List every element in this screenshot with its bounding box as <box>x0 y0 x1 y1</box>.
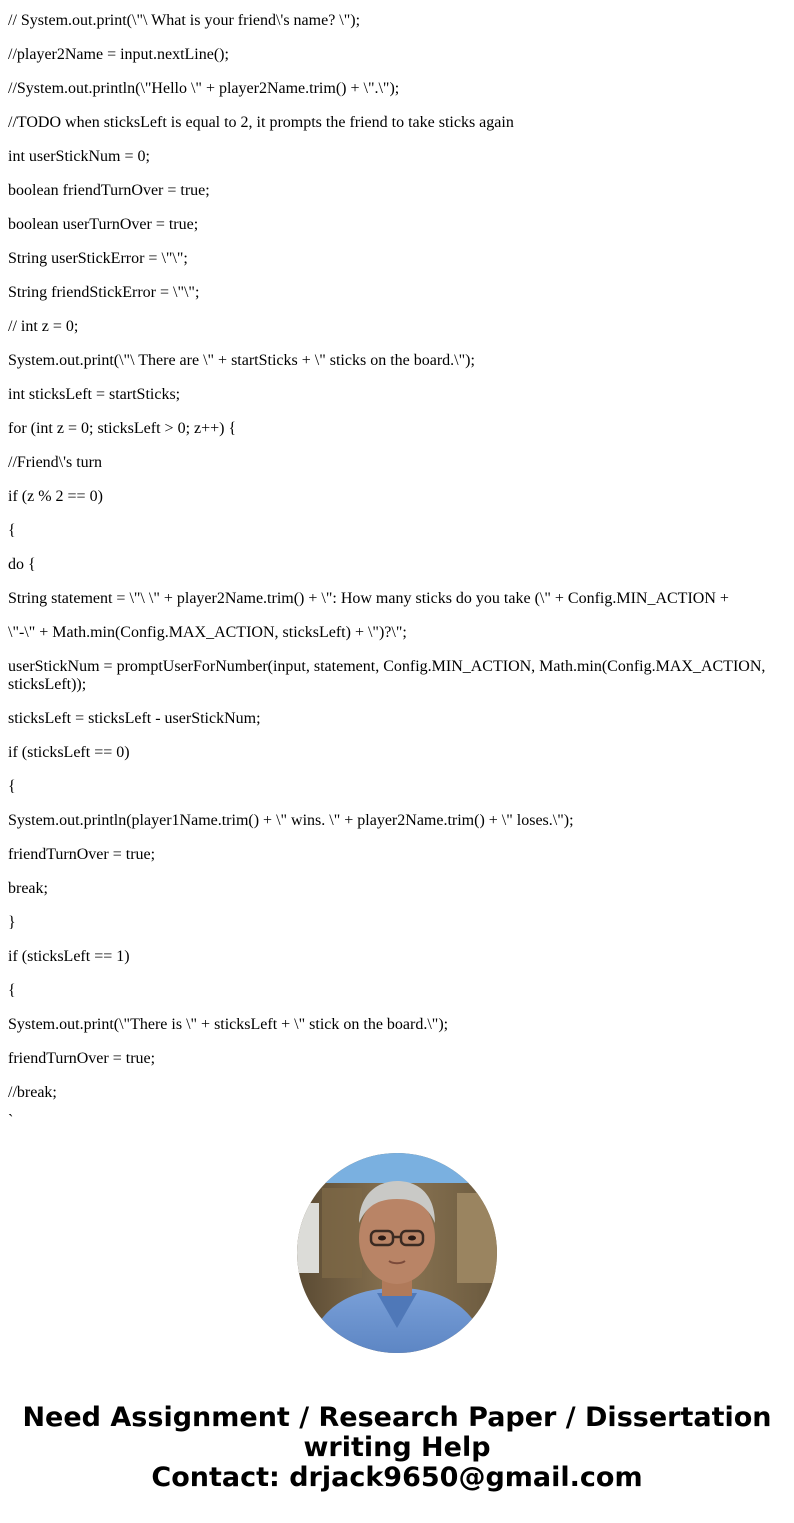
code-line: if (sticksLeft == 0) <box>8 744 130 761</box>
cut-off-code-line <box>8 1112 786 1124</box>
code-line: //System.out.println(\"Hello \" + player2Name.trim() + \".\"); <box>8 80 400 97</box>
code-line: //break; <box>8 1084 57 1101</box>
code-line: { <box>8 982 16 999</box>
code-line: String userStickError = \"\"; <box>8 250 188 267</box>
code-line: sticksLeft = sticksLeft - userStickNum; <box>8 710 261 727</box>
code-line: friendTurnOver = true; <box>8 846 156 863</box>
code-listing <box>8 12 786 1118</box>
code-line: String statement = \"\ \" + player2Name.trim() + \": How many sticks do you take (\" + Config.MIN_ACTION + <box>8 590 729 607</box>
code-line: //Friend\'s turn <box>8 454 102 471</box>
code-line: boolean userTurnOver = true; <box>8 216 199 233</box>
code-line: int userStickNum = 0; <box>8 148 150 165</box>
promo-line-1: Need Assignment / Research Paper / Dissertation <box>22 1402 772 1433</box>
code-line: { <box>8 778 16 795</box>
code-line: { <box>8 522 16 539</box>
code-line: System.out.print(\"There is \" + sticksLeft + \" stick on the board.\"); <box>8 1016 449 1033</box>
code-line: System.out.print(\"\ There are \" + startSticks + \" sticks on the board.\"); <box>8 352 475 369</box>
code-line: do { <box>8 556 36 573</box>
code-line: //player2Name = input.nextLine(); <box>8 46 229 63</box>
promo-line-2: writing Help <box>303 1432 491 1463</box>
code-line: for (int z = 0; sticksLeft > 0; z++) { <box>8 420 237 437</box>
code-line: int sticksLeft = startSticks; <box>8 386 181 403</box>
author-photo <box>297 1153 497 1353</box>
code-line: // System.out.print(\"\ What is your friend\'s name? \"); <box>8 12 361 29</box>
cut-off-text: ` <box>8 1112 14 1124</box>
code-line: boolean friendTurnOver = true; <box>8 182 210 199</box>
code-line: } <box>8 914 16 931</box>
code-line: // int z = 0; <box>8 318 79 335</box>
promo-contact: Contact: drjack9650@gmail.com <box>151 1462 643 1493</box>
code-line: userStickNum = promptUserForNumber(input, statement, Config.MIN_ACTION, Math.min(Config.MAX_ACTION, sticksLeft)); <box>8 658 766 693</box>
code-line: System.out.println(player1Name.trim() + \" wins. \" + player2Name.trim() + \" loses.\"); <box>8 812 574 829</box>
author-avatar <box>297 1153 497 1353</box>
code-line: if (z % 2 == 0) <box>8 488 103 505</box>
code-line: if (sticksLeft == 1) <box>8 948 130 965</box>
code-line: break; <box>8 880 48 897</box>
code-line: \"-\" + Math.min(Config.MAX_ACTION, sticksLeft) + \")?\"; <box>8 624 407 641</box>
code-line: String friendStickError = \"\"; <box>8 284 200 301</box>
code-line: friendTurnOver = true; <box>8 1050 156 1067</box>
code-line: //TODO when sticksLeft is equal to 2, it prompts the friend to take sticks again <box>8 114 514 131</box>
promo-banner <box>0 1403 794 1493</box>
